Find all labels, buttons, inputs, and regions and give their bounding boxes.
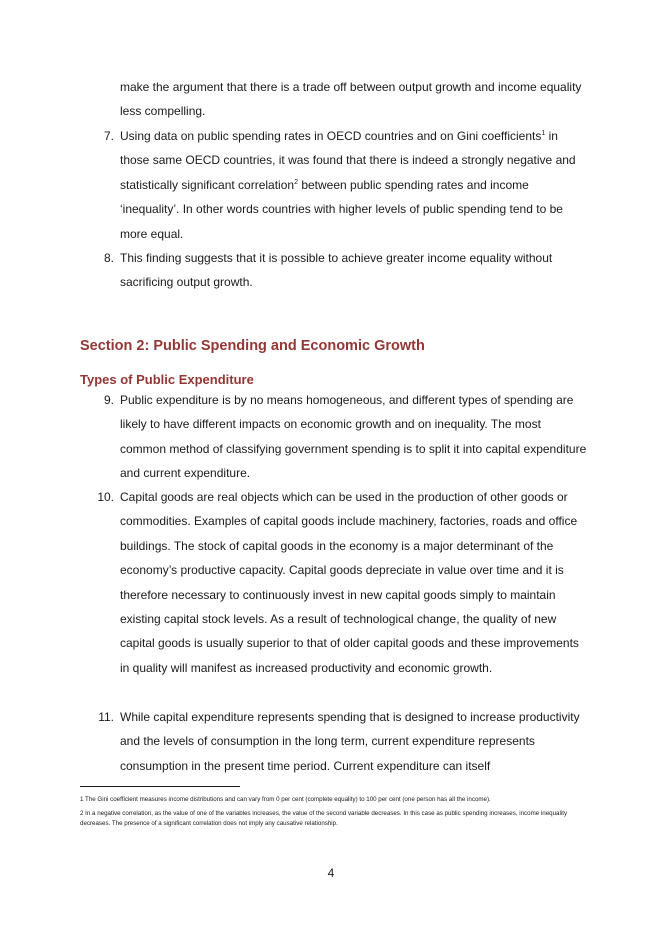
list-number-9: 9. xyxy=(103,393,114,407)
footnote-2: 2 In a negative correlation, as the value of one of the variables increases, the value of the second variable decreases. In this case as public spending increases, income inequality decreases. The presence of a significant correlation does not imply any causative relationship. xyxy=(80,810,568,827)
paragraph-8: This finding suggests that it is possible to achieve greater income equality without sacrificing output growth. xyxy=(120,251,553,290)
footnote-ref-1[interactable]: 1 xyxy=(541,130,546,137)
footnote-ref-2[interactable]: 2 xyxy=(294,178,298,186)
subsection-heading: Types of Public Expenditure xyxy=(80,372,254,387)
footnote-separator xyxy=(80,786,240,787)
paragraph-7 xyxy=(120,124,590,246)
paragraph-7-text-a: Using data on public spending rates in OECD countries and on Gini coefficients xyxy=(120,129,542,143)
paragraph-10: Capital goods are real objects which can be used in the production of other goods or commodities. Examples of capital goods include machinery, factories, roads and office buildings. The stock of capital goods in the economy is a major determinant of the economy’s productive capacity. Capital goods depreciate in value over time and it is therefore necessary to continuously invest in new capital goods simply to maintain existing capital stock levels. As a result of technological change, the quality of new capital goods is usually superior to that of older capital goods and these improvements in quality will manifest as increased productivity and economic growth. xyxy=(120,490,579,675)
paragraph-9: Public expenditure is by no means homogeneous, and different types of spending are likely to have different impacts on economic growth and on inequality. The most common method of classifying government spending is to split it into capital expenditure and current expenditure. xyxy=(120,393,587,481)
paragraph-7-text-b: in those same OECD countries, it was found that there is indeed a strongly negative and statistically significant correlation xyxy=(120,129,576,192)
section-heading: Section 2: Public Spending and Economic Growth xyxy=(80,338,425,354)
list-number-11: 11. xyxy=(98,710,114,724)
page-number: 4 xyxy=(327,866,335,880)
paragraph-7-text-c: between public spending rates and income ‘inequality’. In other words countries with higher levels of public spending tend to be more equal. xyxy=(120,177,563,241)
footnote-1: 1 The Gini coefficient measures income distributions and can vary from 0 per cent (complete equality) to 100 per cent (one person has all the income). xyxy=(80,796,491,803)
list-number-10: 10. xyxy=(97,490,114,504)
list-number-8: 8. xyxy=(103,251,114,265)
paragraph-11: While capital expenditure represents spending that is designed to increase productivity and the levels of consumption in the long term, current expenditure represents consumption in the present time period. Current expenditure can itself xyxy=(120,710,580,773)
continued-paragraph: make the argument that there is a trade off between output growth and income equality less compelling. xyxy=(120,80,582,119)
list-number-7: 7. xyxy=(103,129,114,143)
